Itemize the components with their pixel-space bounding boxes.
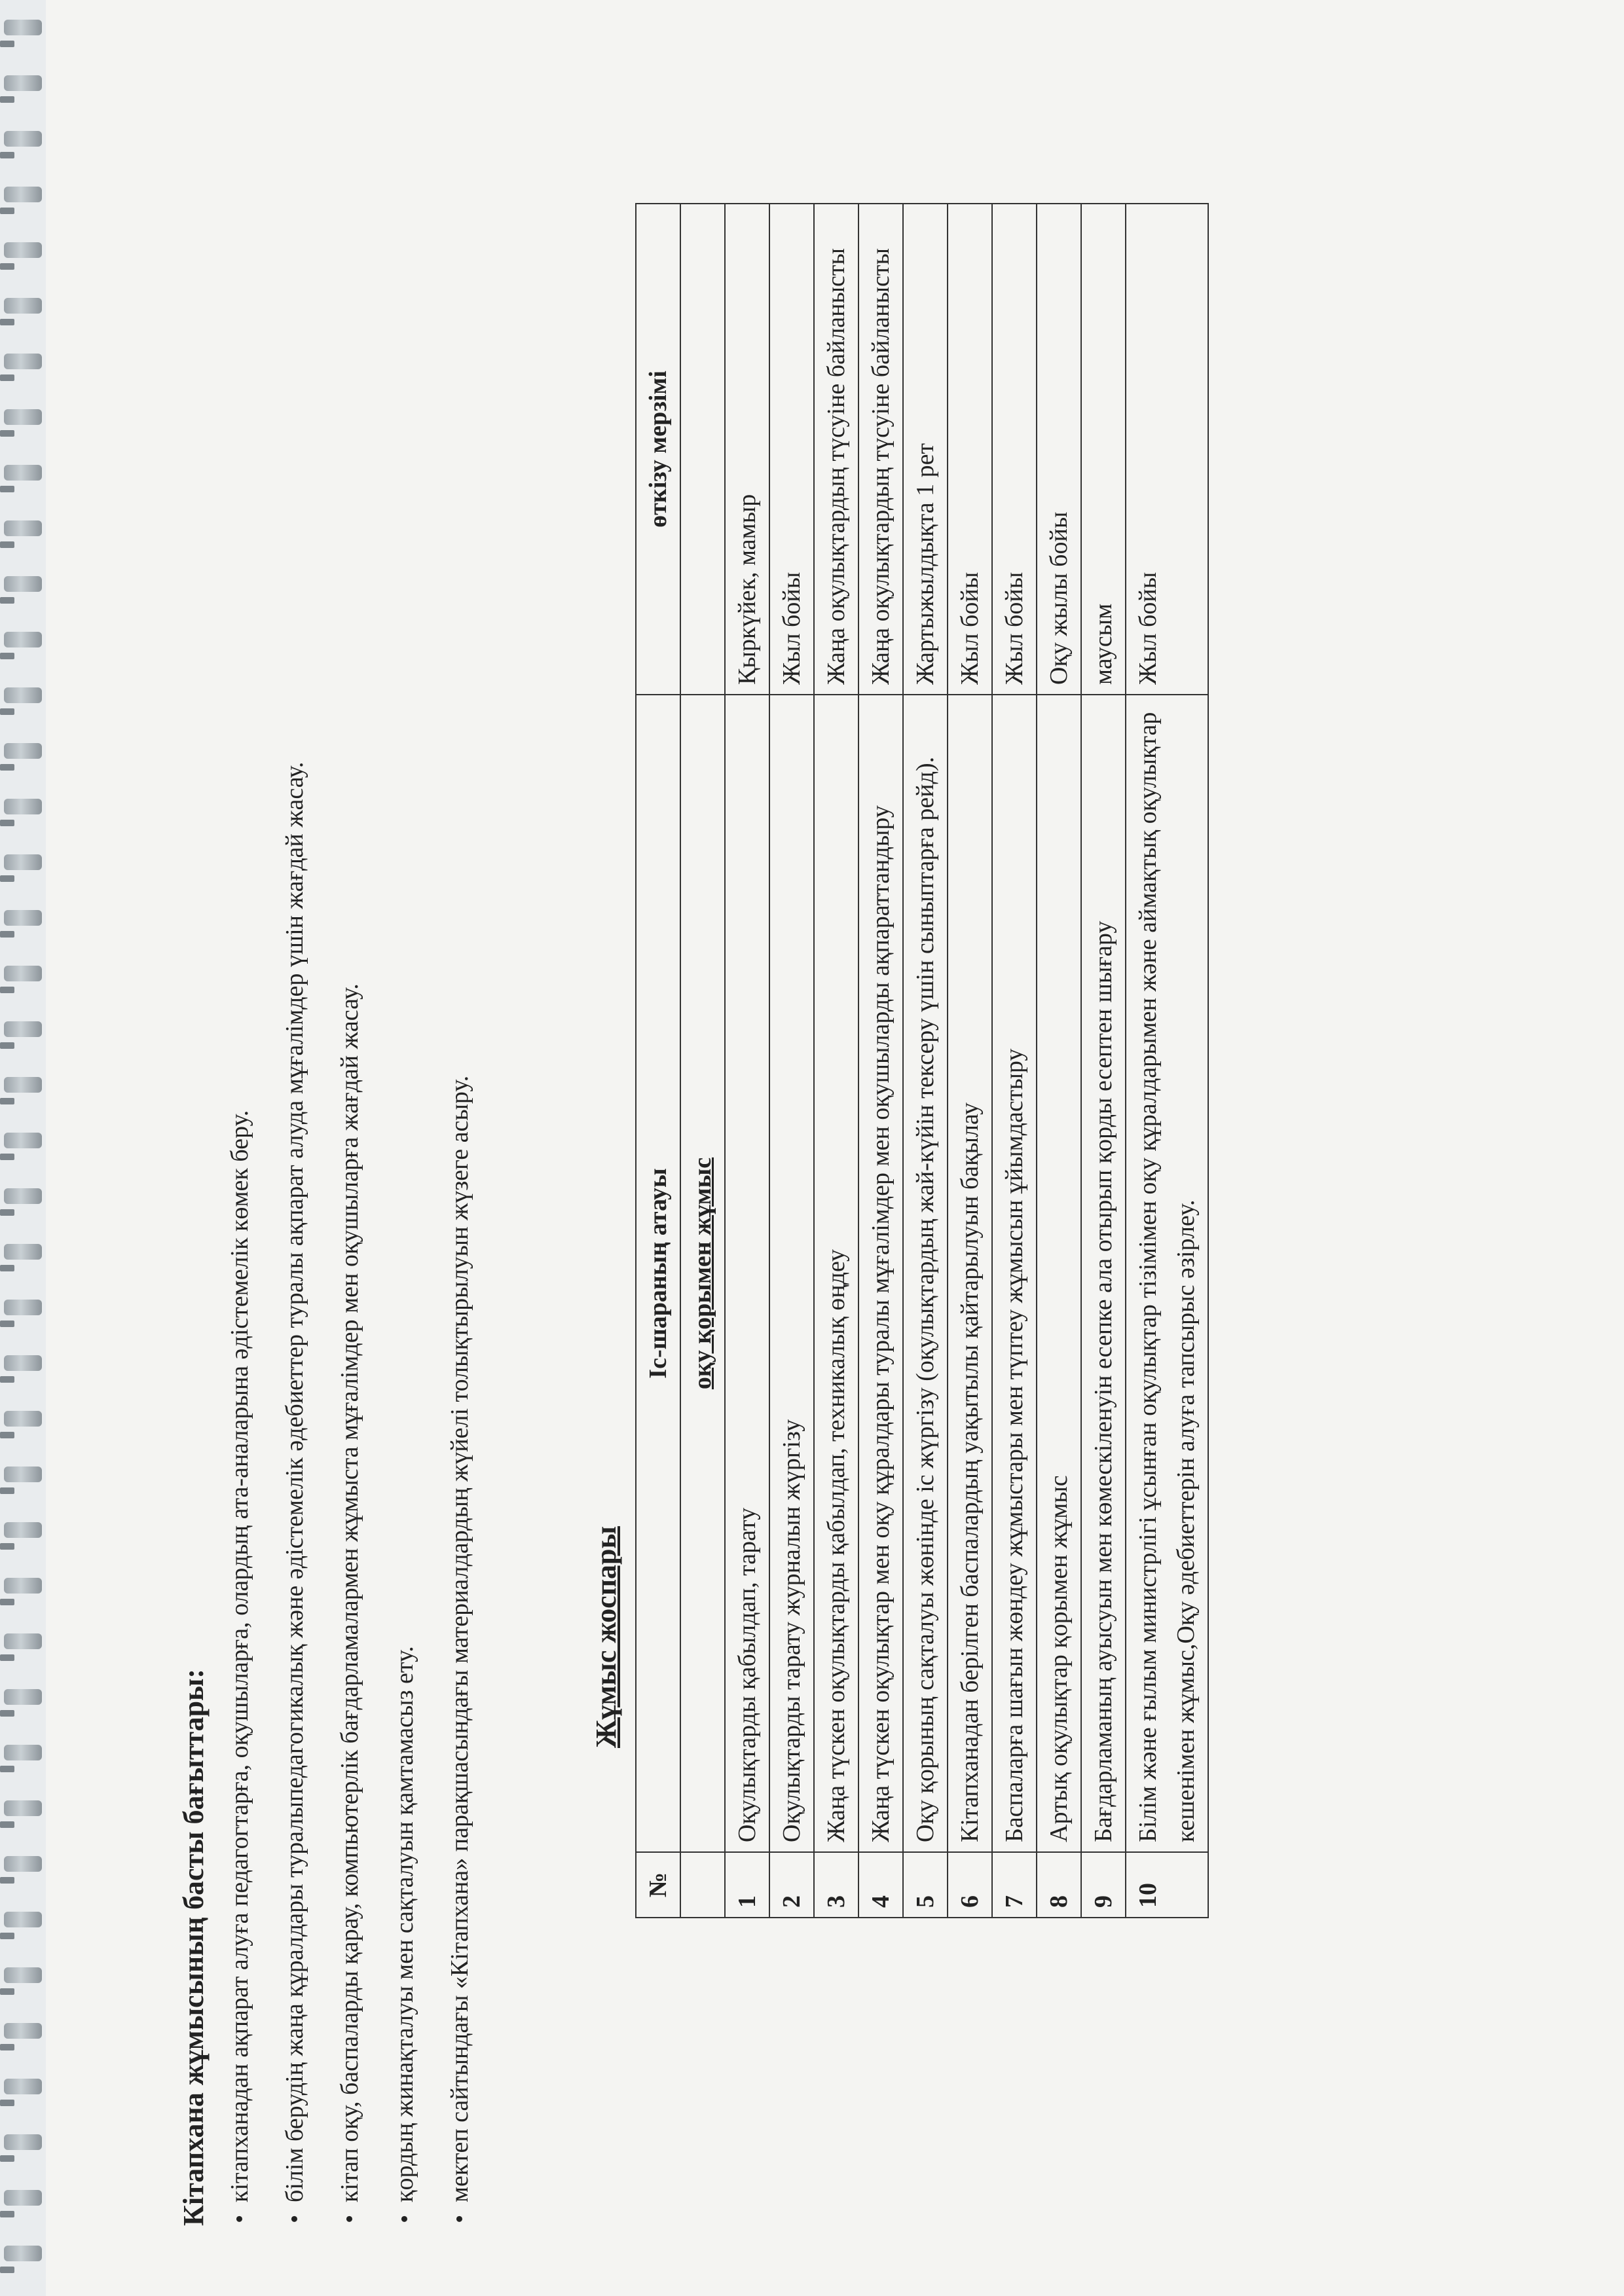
- binding-hole: [0, 486, 14, 492]
- binding-ring: [4, 242, 42, 258]
- header-date: өткізу мерзімі: [636, 204, 680, 695]
- row-name: Оқулықтарды қабылдап, тарату: [725, 695, 769, 1852]
- row-name: Оқу қорының сақталуы жөнінде іс жүргізу (оқулықтардың жай-күйін тексеру үшін сыныптарға рейд).: [903, 695, 948, 1852]
- binding-ring: [4, 1077, 42, 1093]
- binding-ring: [4, 1355, 42, 1371]
- binding-ring: [4, 298, 42, 314]
- binding-ring: [4, 1522, 42, 1538]
- row-date: Жыл бойы: [1126, 204, 1208, 695]
- binding-ring: [4, 1188, 42, 1204]
- row-num: 9: [1081, 1852, 1126, 1918]
- binding-ring: [4, 632, 42, 647]
- binding-hole: [0, 1543, 14, 1550]
- table-row: [769, 204, 814, 1918]
- binding-hole: [0, 208, 14, 214]
- table-row: [1037, 204, 1081, 1918]
- binding-hole: [0, 319, 14, 325]
- binding-ring: [4, 1967, 42, 1983]
- direction-item: • мектеп сайтындағы «Кітапхана» парақшасындағы материалдардың жүйелі толықтырылуын жүзеге асыру.: [439, 92, 480, 2226]
- binding-ring: [4, 1133, 42, 1148]
- binding-ring: [4, 409, 42, 425]
- direction-item: • қордың жинақталуы мен сақталуын қамтамасыз ету.: [384, 92, 425, 2226]
- binding-ring: [4, 1633, 42, 1649]
- row-name: Баспаларға шағын жөндеу жұмыстары мен түптеу жұмысын ұйымдастыру: [992, 695, 1037, 1852]
- spiral-binding: [0, 0, 46, 2296]
- direction-item: • кітапханадан ақпарат алуға педагогтарға, оқушыларға, олардың ата-аналарына әдістемелік көмек беру.: [219, 92, 260, 2226]
- binding-hole: [0, 2100, 14, 2106]
- row-date: Жартыжылдықта 1 рет: [903, 204, 948, 695]
- binding-hole: [0, 653, 14, 659]
- direction-item: • кітап оқу, баспаларды қарау, компьютерлік бағдарламалармен жұмыста мұғалімдер мен оқушыларға жағдай жасау.: [329, 92, 370, 2226]
- binding-hole: [0, 374, 14, 381]
- plan-title: Жұмыс жоспары: [590, 1526, 622, 1748]
- table-row: [1126, 204, 1208, 1918]
- section-row: [680, 204, 725, 1918]
- binding-ring: [4, 2246, 42, 2261]
- row-date: Оқу жылы бойы: [1037, 204, 1081, 695]
- row-date: маусым: [1081, 204, 1126, 695]
- binding-ring: [4, 354, 42, 369]
- binding-ring: [4, 2134, 42, 2150]
- binding-ring: [4, 2190, 42, 2206]
- binding-hole: [0, 764, 14, 771]
- binding-ring: [4, 1578, 42, 1594]
- binding-hole: [0, 2267, 14, 2273]
- table-row: [948, 204, 992, 1918]
- binding-hole: [0, 931, 14, 938]
- section-title: оқу қорымен жұмыс: [680, 695, 725, 1852]
- binding-ring: [4, 2079, 42, 2094]
- binding-ring: [4, 910, 42, 926]
- document-sheet: [138, 65, 1578, 2226]
- binding-ring: [4, 966, 42, 981]
- row-num: 2: [769, 1852, 814, 1918]
- binding-hole: [0, 820, 14, 826]
- table-row: [992, 204, 1037, 1918]
- table-row: [903, 204, 948, 1918]
- binding-ring: [4, 1021, 42, 1037]
- binding-hole: [0, 1098, 14, 1104]
- binding-ring: [4, 2023, 42, 2039]
- binding-hole: [0, 430, 14, 437]
- binding-ring: [4, 1244, 42, 1260]
- binding-ring: [4, 1467, 42, 1482]
- row-num: 7: [992, 1852, 1037, 1918]
- binding-ring: [4, 131, 42, 147]
- binding-hole: [0, 1042, 14, 1049]
- binding-ring: [4, 20, 42, 35]
- binding-hole: [0, 1265, 14, 1271]
- binding-hole: [0, 96, 14, 103]
- binding-ring: [4, 187, 42, 202]
- row-num: 3: [814, 1852, 858, 1918]
- binding-ring: [4, 75, 42, 91]
- row-date: Жаңа оқулықтардың түсуіне байланысты: [814, 204, 858, 695]
- row-num: 6: [948, 1852, 992, 1918]
- row-date: Жыл бойы: [992, 204, 1037, 695]
- binding-hole: [0, 1376, 14, 1383]
- binding-hole: [0, 1821, 14, 1828]
- binding-ring: [4, 465, 42, 481]
- binding-hole: [0, 1654, 14, 1661]
- binding-hole: [0, 2155, 14, 2162]
- binding-hole: [0, 1988, 14, 1995]
- row-name: Оқулықтарды тарату журналын жүргізу: [769, 695, 814, 1852]
- binding-ring: [4, 1411, 42, 1427]
- binding-ring: [4, 1300, 42, 1315]
- row-name: Жаңа түскен оқулықтар мен оқу құралдары туралы мұғалімдер мен оқушыларды ақпараттандыру: [858, 695, 903, 1852]
- table-row: [1081, 204, 1126, 1918]
- row-num: 4: [858, 1852, 903, 1918]
- binding-hole: [0, 597, 14, 604]
- binding-ring: [4, 1745, 42, 1760]
- directions-list: [219, 92, 494, 2226]
- row-name: Артық оқулықтар қорымен жұмыс: [1037, 695, 1081, 1852]
- binding-hole: [0, 2044, 14, 2050]
- row-date: Жыл бойы: [769, 204, 814, 695]
- binding-hole: [0, 541, 14, 548]
- binding-hole: [0, 1487, 14, 1494]
- row-date: Жыл бойы: [948, 204, 992, 695]
- table-row: [814, 204, 858, 1918]
- row-num: 8: [1037, 1852, 1081, 1918]
- binding-hole: [0, 1432, 14, 1438]
- table-row: [858, 204, 903, 1918]
- binding-hole: [0, 1766, 14, 1772]
- row-num: 5: [903, 1852, 948, 1918]
- binding-ring: [4, 1689, 42, 1705]
- binding-ring: [4, 687, 42, 703]
- binding-hole: [0, 987, 14, 993]
- row-name: Білім және ғылым министрлігі ұсынған оқулықтар тізімімен оқу құралдарымен және аймақтық оқулықтар кешенімен жұмыс,Оқу әдебиеттерін алуға тапсырыс әзірлеу.: [1126, 695, 1208, 1852]
- binding-hole: [0, 1154, 14, 1160]
- row-num: 1: [725, 1852, 769, 1918]
- directions-title: Кітапхана жұмысының басты бағыттары:: [177, 1668, 210, 2226]
- binding-ring: [4, 576, 42, 592]
- row-num: 10: [1126, 1852, 1208, 1918]
- binding-ring: [4, 520, 42, 536]
- table-header-row: [636, 204, 680, 1918]
- binding-hole: [0, 41, 14, 47]
- binding-ring: [4, 1800, 42, 1816]
- binding-hole: [0, 1209, 14, 1216]
- binding-hole: [0, 1933, 14, 1939]
- binding-hole: [0, 263, 14, 270]
- direction-item: • білім берудің жаңа құралдары туралыпедагогикалық және әдістемелік әдебиеттер туралы ақпарат алуда мұғалімдер үшін жағдай жасау.: [274, 92, 315, 2226]
- table-row: [725, 204, 769, 1918]
- binding-hole: [0, 1710, 14, 1717]
- header-name: Іс-шараның атауы: [636, 695, 680, 1852]
- binding-ring: [4, 854, 42, 870]
- row-name: Жаңа түскен оқулықтарды қабылдап, техникалық өңдеу: [814, 695, 858, 1852]
- binding-hole: [0, 1599, 14, 1605]
- binding-hole: [0, 875, 14, 882]
- binding-ring: [4, 1856, 42, 1872]
- row-name: Кітапханадан берілген баспалардың уақытылы қайтарылуын бақылау: [948, 695, 992, 1852]
- binding-hole: [0, 152, 14, 158]
- row-date: Қыркүйек, мамыр: [725, 204, 769, 695]
- binding-ring: [4, 1912, 42, 1927]
- binding-hole: [0, 708, 14, 715]
- binding-ring: [4, 743, 42, 759]
- binding-hole: [0, 2211, 14, 2217]
- binding-hole: [0, 1877, 14, 1884]
- binding-ring: [4, 799, 42, 814]
- header-num: №: [636, 1852, 680, 1918]
- binding-hole: [0, 1321, 14, 1327]
- row-date: Жаңа оқулықтардың түсуіне байланысты: [858, 204, 903, 695]
- row-name: Бағдарламаның ауысуын мен көмескіленуін есепке ала отырып қорды есептен шығару: [1081, 695, 1126, 1852]
- plan-table: [635, 203, 1209, 1918]
